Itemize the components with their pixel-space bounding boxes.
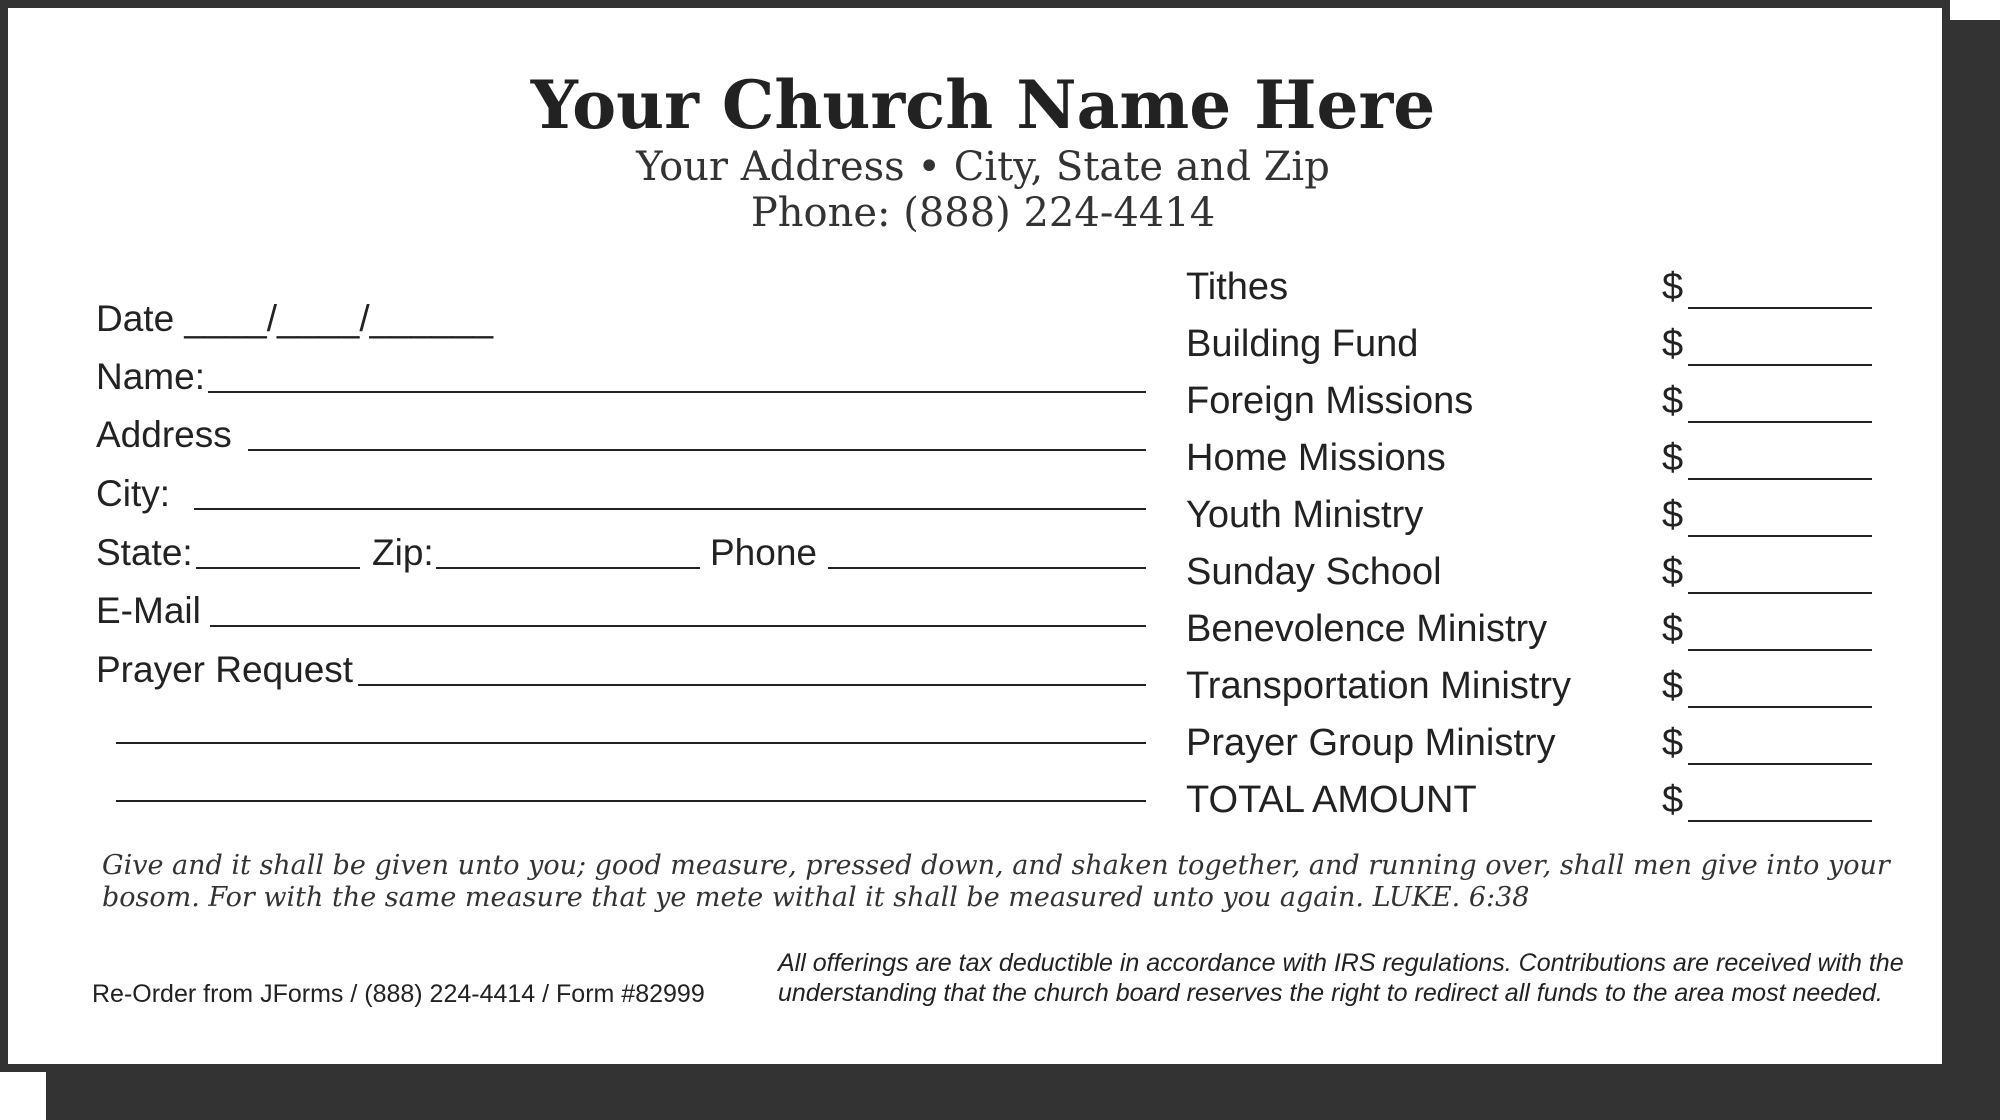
fund-amount-line-youth-ministry[interactable]	[1688, 535, 1872, 537]
fund-amount-line-total-amount[interactable]	[1688, 820, 1872, 822]
fund-currency: $	[1662, 779, 1684, 821]
fund-amount-line-sunday-school[interactable]	[1688, 592, 1872, 594]
prayer-request-label: Prayer Request	[96, 649, 354, 690]
fund-amount-line-transportation-ministry[interactable]	[1688, 706, 1872, 708]
fund-currency: $	[1662, 494, 1684, 536]
church-address: Your Address • City, State and Zip	[636, 144, 1330, 190]
scripture-verse: Give and it shall be given unto you; good measure, pressed down, and shaken together, and running over, shall men give into your bosom. For with the same measure that ye mete withal it shall be measured unto you again. LUKE. 6:38	[102, 850, 1890, 913]
fund-amount-line-foreign-missions[interactable]	[1688, 421, 1872, 423]
fund-amount-line-building-fund[interactable]	[1688, 364, 1872, 366]
fund-amount-line-benevolence-ministry[interactable]	[1688, 649, 1872, 651]
phone-label: Phone	[710, 532, 817, 573]
fund-label-youth-ministry: Youth Ministry	[1186, 494, 1424, 536]
email-label: E-Mail	[96, 590, 201, 631]
name-field-line[interactable]	[208, 391, 1146, 393]
church-phone: Phone: (888) 224-4414	[750, 190, 1216, 236]
fund-currency: $	[1662, 608, 1684, 650]
fund-label-transportation-ministry: Transportation Ministry	[1186, 665, 1572, 707]
fund-currency: $	[1662, 380, 1684, 422]
fund-label-sunday-school: Sunday School	[1186, 551, 1442, 593]
prayer-request-line-3[interactable]	[116, 800, 1146, 802]
church-name: Your Church Name Here	[530, 66, 1436, 144]
fund-amount-line-prayer-group-ministry[interactable]	[1688, 763, 1872, 765]
fund-label-home-missions: Home Missions	[1186, 437, 1446, 479]
fund-label-prayer-group-ministry: Prayer Group Ministry	[1186, 722, 1556, 764]
fund-currency: $	[1662, 323, 1684, 365]
city-field-line[interactable]	[194, 508, 1146, 510]
email-field-line[interactable]	[210, 625, 1146, 627]
prayer-request-line-1[interactable]	[358, 684, 1146, 686]
fund-currency: $	[1662, 551, 1684, 593]
fund-label-tithes: Tithes	[1186, 266, 1289, 308]
prayer-request-line-2[interactable]	[116, 742, 1146, 744]
address-field-line[interactable]	[248, 449, 1146, 451]
state-field-line[interactable]	[196, 567, 360, 569]
zip-label: Zip:	[372, 532, 434, 573]
fund-currency: $	[1662, 266, 1684, 308]
fund-label-total-amount: TOTAL AMOUNT	[1186, 779, 1477, 821]
tax-deductible-note: All offerings are tax deductible in accordance with IRS regulations. Contributions are received with the understanding that the church board reserves the right to redirect all funds to the area most needed.	[778, 949, 1904, 1007]
zip-field-line[interactable]	[436, 567, 700, 569]
fund-currency: $	[1662, 722, 1684, 764]
fund-amount-line-tithes[interactable]	[1688, 307, 1872, 309]
address-label: Address	[96, 414, 232, 455]
phone-field-line[interactable]	[828, 567, 1146, 569]
fund-amount-line-home-missions[interactable]	[1688, 478, 1872, 480]
fund-label-foreign-missions: Foreign Missions	[1186, 380, 1474, 422]
fund-label-benevolence-ministry: Benevolence Ministry	[1186, 608, 1548, 650]
name-label: Name:	[96, 356, 205, 397]
fund-currency: $	[1662, 665, 1684, 707]
city-label: City:	[96, 473, 170, 514]
state-label: State:	[96, 532, 193, 573]
fund-currency: $	[1662, 437, 1684, 479]
date-field[interactable]: Date ____/____/______	[96, 298, 494, 339]
reorder-info: Re-Order from JForms / (888) 224-4414 / Form #82999	[92, 980, 705, 1008]
fund-label-building-fund: Building Fund	[1186, 323, 1419, 365]
